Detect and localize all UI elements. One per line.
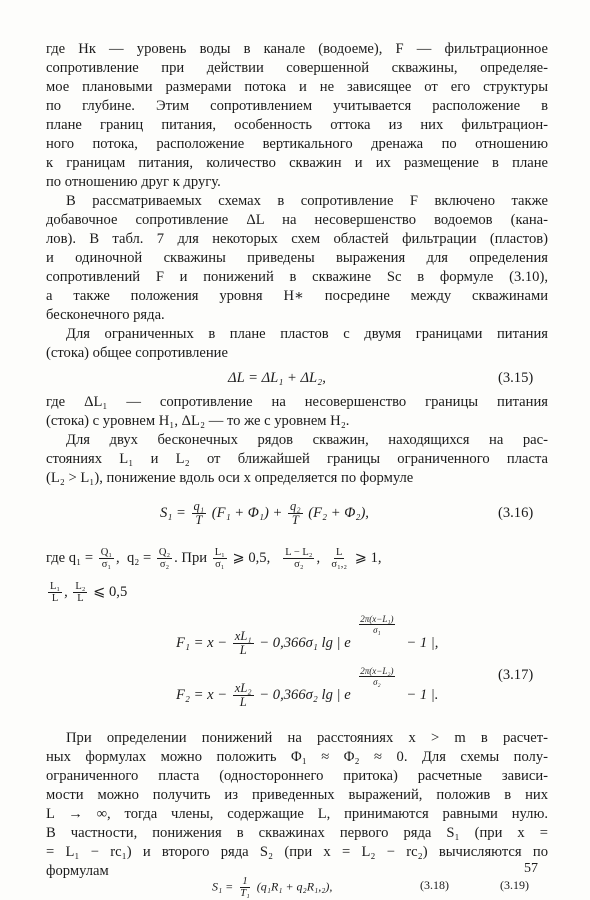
text-line: к границам питания, количество скважин и их размещение в плане [46, 155, 548, 171]
eq-term: (F₂ + Φ₂), [308, 504, 369, 521]
fraction [454, 876, 468, 899]
equation-number: (3.17) [498, 667, 534, 683]
text-line: = L₁ − rс₁) и второго ряда S₂ (при x = L₂ − rс₂) вычисляются по [46, 844, 548, 860]
fraction: $\frac{\text{L₁}}{\text{σ₁}}$ [214, 547, 225, 570]
text-line: ного потока, расположение вертикального дренажа по отношению [46, 136, 548, 152]
fraction: $\frac{\text{q₁}}{T}$ [193, 499, 205, 527]
text-line: Для ограниченных в плане пластов с двумя границами питания [66, 326, 548, 342]
text-line: Для двух бесконечных рядов скважин, находящихся на рас- [66, 432, 548, 448]
fraction: $\frac{\text{L₂}}{L}$ [75, 581, 86, 604]
text-line: где ΔL₁ — сопротивление на несовершенство границы питания [46, 394, 548, 410]
fraction: $\frac{\text{Q₂}}{\text{σ₂}}$ [158, 547, 171, 570]
fraction: $\frac{\text{L − L₂}}{\text{σ₂}}$ [285, 547, 313, 570]
equation-number: (3.15) [498, 370, 534, 386]
text-line: формулам [46, 863, 109, 879]
equation-number: (3.16) [498, 505, 534, 521]
fraction: $\frac{L}{\text{σ₁,₂}}$ [331, 547, 348, 570]
text-line: стояниях L₁ и L₂ от ближайшей границы ограниченного пласта [46, 451, 548, 467]
fraction: $\frac{\text{Q₁}}{\text{σ₁}}$ [100, 547, 112, 570]
text-line: (L₂ > L₁), понижение вдоль оси x определяется по формуле [46, 470, 414, 486]
fraction: $\frac{1}{\text{T₁}}$ [240, 876, 250, 899]
equation-3-16 [160, 500, 369, 527]
eq-term: (F₁ + Φ₁) + [211, 504, 283, 521]
equation-number: (3.18) [420, 878, 449, 892]
eq-lhs: S₁ = [160, 504, 186, 521]
text-line: (стока) общее сопротивление [46, 345, 228, 361]
text-line: сопротивление при действии совершенной скважины, определяе- [46, 60, 548, 76]
text-line: В частности, понижения в скважинах первого ряда S₁ (при x = [46, 825, 548, 841]
equation-3-18: S₁ = $\frac{1}{\text{T₁}}$ (q₁R₁ + q₂R₁,₂), [212, 876, 333, 899]
text-line: В рассматриваемых схемах в сопротивление F включено также [66, 193, 548, 209]
equation-3-15: ΔL = ΔL₁ + ΔL₂, [228, 370, 326, 386]
text-line: сопротивлений F и понижений в скважине Sс в формуле (3.10), [46, 269, 548, 285]
equation-number: (3.19) [500, 878, 529, 892]
text-line: ограниченного пласта (одностороннего притока) расчетные зависи- [46, 768, 548, 784]
exponential: − 0,366σ₁ lg | e $\frac{\text{2π(x−L₁)}}{\text{σ₁}}$ [259, 613, 394, 651]
fraction: $\frac{\text{xL₁}}{L}$ [234, 629, 252, 657]
page-number: 57 [524, 861, 538, 876]
fraction: $\frac{\text{L₁}}{L}$ [50, 581, 61, 604]
text-line: плане границ питания, особенность оттока из них фильтрацион- [46, 117, 548, 133]
text-line: мое плановыми размерами потока и не зависящее от его структуры [46, 79, 548, 95]
text-line: по глубине. Этим сопротивлением учитывается расположение в [46, 98, 548, 114]
text-line: и одиночной скважины приведены выражения для определения [46, 250, 548, 266]
exponential: − 0,366σ₂ lg | e $\frac{\text{2π(x−L₂)}}{\text{σ₂}}$ [259, 665, 394, 703]
text-line: ных формулах можно положить Φ₁ ≈ Φ₂ ≈ 0. Для схемы полу- [46, 749, 548, 765]
text-line: добавочное сопротивление ΔL на несовершенство водоемов (кана- [46, 212, 548, 228]
text-line: лов). В табл. 7 для некоторых схем областей фильтрации (пластов) [46, 231, 548, 247]
text-line: мости можно получить из приведенных выражений, положив в них [46, 787, 548, 803]
equation-3-17-f2: F₂ = x − $\frac{\text{xL₂}}{L}$ − 0,366σ₂ lg | e $\frac{\text{2π(x−L₂)}}{\text{σ₂}}$ − 1 |. [176, 665, 439, 709]
text-line: При определении понижений на расстояниях x > m в расчет- [66, 730, 548, 746]
text-line: а также положения уровня H∗ посредине между скважинами [46, 288, 548, 304]
conditions-line: $\frac{\text{L₁}}{L}$ , $\frac{\text{L₂}}{L}$ ⩽ 0,5 [50, 581, 128, 604]
text-line: по отношению друг к другу. [46, 174, 221, 190]
text-line: бесконечного ряда. [46, 307, 165, 323]
text-line: L → ∞, тогда члены, содержащие L, принимаются равными нулю. [46, 806, 548, 822]
conditions-line: где q₁ = $\frac{\text{Q₁}}{\text{σ₁}}$ , q₂ = $\frac{\text{Q₂}}{\text{σ₂}}$ . При $\frac{\text{L₁}}{\text{σ₁}}$ ⩾ 0,5, $\frac{\text{L − L₂}}{\text{σ₂}}$ , $\frac{L}{\text{σ₁,₂}}$ ⩾ 1, [46, 547, 382, 570]
fraction: $\frac{\text{q₂}}{T}$ [290, 499, 301, 527]
text-line: (стока) с уровнем H₁, ΔL₂ — то же с уровнем H₂. [46, 413, 350, 429]
fraction: $\frac{\text{xL₂}}{L}$ [234, 681, 252, 709]
equation-3-17-f1: F₁ = x − $\frac{\text{xL₁}}{L}$ − 0,366σ₁ lg | e $\frac{\text{2π(x−L₁)}}{\text{σ₁}}$ − 1 |, [176, 613, 439, 657]
text-line: где Hк — уровень воды в канале (водоеме), F — фильтрационное [46, 41, 548, 57]
